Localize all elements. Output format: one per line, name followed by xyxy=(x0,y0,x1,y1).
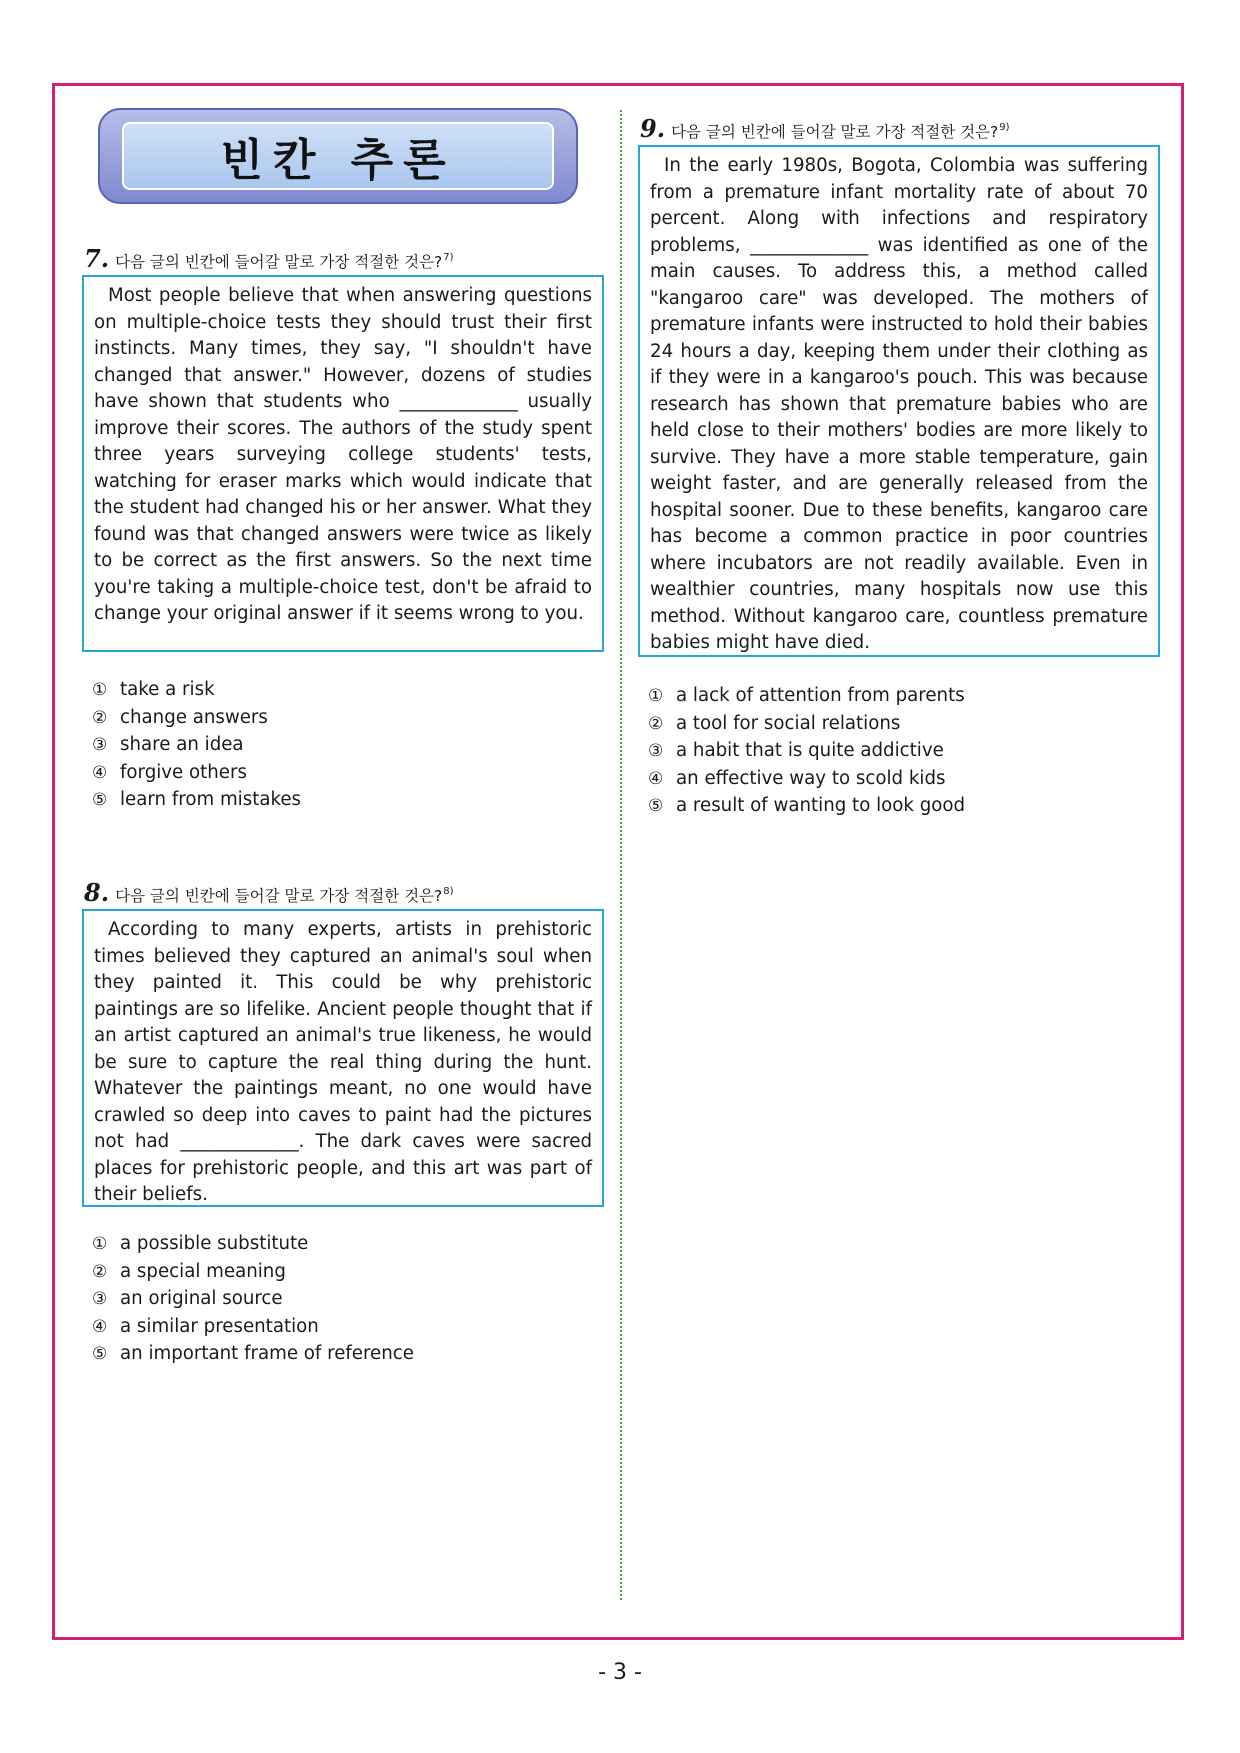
choice-text: a result of wanting to look good xyxy=(676,795,966,816)
choice-option[interactable] xyxy=(648,710,965,738)
choice-number: ① xyxy=(648,686,664,706)
question-9-passage: In the early 1980s, Bogota, Colombia was suffering from a premature infant mortality rate of about 70 percent. Along with infections and respiratory problems, _____________ was identified as one of the main causes. To address this, a method called "kangaroo care" was developed. The mothers of premature infants were instructed to hold their babies 24 hours a day, keeping them under their clothing as if they were in a kangaroo's pouch. This was because research has shown that premature babies who are held close to their mothers' bodies are more likely to survive. They have a more stable temperature, gain weight faster, and are generally released from the hospital sooner. Due to these benefits, kangaroo care has become a common practice in poor countries where incubators are not readily available. Even in wealthier countries, many hospitals now use this method. Without kangaroo care, countless premature babies might have died. xyxy=(638,145,1160,657)
choice-number: ④ xyxy=(92,1316,108,1337)
choice-number: ② xyxy=(92,707,108,728)
section-title-banner xyxy=(98,108,578,204)
choice-number: ④ xyxy=(92,762,108,783)
question-number: 9. xyxy=(640,114,666,143)
question-number: 8. xyxy=(84,878,110,907)
choice-text: forgive others xyxy=(120,761,247,783)
choice-number: ④ xyxy=(648,768,664,789)
choice-option[interactable] xyxy=(92,1258,414,1286)
choice-option[interactable] xyxy=(92,1313,414,1341)
question-7-header xyxy=(84,244,454,273)
question-9-header xyxy=(640,114,1010,143)
choice-number: ② xyxy=(648,713,664,734)
choice-option[interactable] xyxy=(92,759,301,787)
choice-number: ⑤ xyxy=(648,796,664,816)
section-title: 빈칸 추론 xyxy=(220,135,456,186)
choice-option[interactable] xyxy=(92,676,301,704)
page-number: - 3 - xyxy=(598,1660,642,1685)
choice-option[interactable] xyxy=(648,682,965,710)
choice-text: learn from mistakes xyxy=(120,789,302,810)
choice-number: ③ xyxy=(92,735,108,755)
question-prompt: 다음 글의 빈칸에 들어갈 말로 가장 적절한 것은? xyxy=(671,123,999,141)
choice-number: ① xyxy=(92,680,108,700)
choice-text: a lack of attention from parents xyxy=(676,685,965,706)
choice-option[interactable] xyxy=(648,765,965,793)
question-8-header xyxy=(84,878,454,907)
choice-number: ⑤ xyxy=(92,790,108,810)
question-number: 7. xyxy=(84,244,110,273)
choice-text: an original source xyxy=(120,1288,283,1309)
choice-text: a special meaning xyxy=(120,1260,286,1282)
question-8-passage: According to many experts, artists in prehistoric times believed they captured an animal's soul when they painted it. This could be why prehistoric paintings are so lifelike. Ancient people thought that if an artist captured an animal's true likeness, he would be sure to capture the real thing during the hunt. Whatever the paintings meant, no one would have crawled so deep into caves to paint had the pictures not had _____________. The dark caves were sacred places for prehistoric people, and this art was part of their beliefs. xyxy=(82,909,604,1207)
choice-option[interactable] xyxy=(92,704,301,732)
choice-option[interactable] xyxy=(648,792,965,820)
choice-option[interactable] xyxy=(92,1285,414,1313)
choice-text: a possible substitute xyxy=(120,1233,309,1254)
choice-text: change answers xyxy=(120,706,268,728)
choice-text: a tool for social relations xyxy=(676,712,901,734)
choice-number: ⑤ xyxy=(92,1344,108,1364)
choice-text: a habit that is quite addictive xyxy=(676,740,944,761)
question-9-choices xyxy=(648,682,965,820)
choice-number: ③ xyxy=(92,1289,108,1309)
choice-text: share an idea xyxy=(120,734,244,755)
question-prompt: 다음 글의 빈칸에 들어갈 말로 가장 적절한 것은? xyxy=(115,887,443,905)
question-7-passage: Most people believe that when answering questions on multiple-choice tests they should trust their first instincts. Many times, they say, "I shouldn't have changed that answer." However, dozens of studies have shown that students who _____________ usually improve their scores. The authors of the study spent three years surveying college students' tests, watching for eraser marks which would indicate that the student had changed his or her answer. What they found was that changed answers were twice as likely to be correct as the first answers. So the next time you're taking a multiple-choice test, don't be afraid to change your original answer if it seems wrong to you. xyxy=(82,275,604,652)
choice-number: ① xyxy=(92,1234,108,1254)
column-divider xyxy=(620,110,622,1600)
choice-number: ② xyxy=(92,1261,108,1282)
choice-text: a similar presentation xyxy=(120,1315,319,1337)
question-7-choices xyxy=(92,676,301,814)
choice-text: take a risk xyxy=(120,679,215,700)
section-title-plate xyxy=(122,122,554,190)
footnote-ref: 8) xyxy=(443,886,454,897)
footnote-ref: 7) xyxy=(443,252,454,263)
choice-text: an important frame of reference xyxy=(120,1343,414,1364)
question-8-choices xyxy=(92,1230,414,1368)
footnote-ref: 9) xyxy=(999,122,1010,133)
choice-option[interactable] xyxy=(92,786,301,814)
choice-number: ③ xyxy=(648,741,664,761)
choice-option[interactable] xyxy=(92,1230,414,1258)
choice-option[interactable] xyxy=(648,737,965,765)
choice-option[interactable] xyxy=(92,1340,414,1368)
question-prompt: 다음 글의 빈칸에 들어갈 말로 가장 적절한 것은? xyxy=(115,253,443,271)
choice-text: an effective way to scold kids xyxy=(676,767,946,789)
choice-option[interactable] xyxy=(92,731,301,759)
